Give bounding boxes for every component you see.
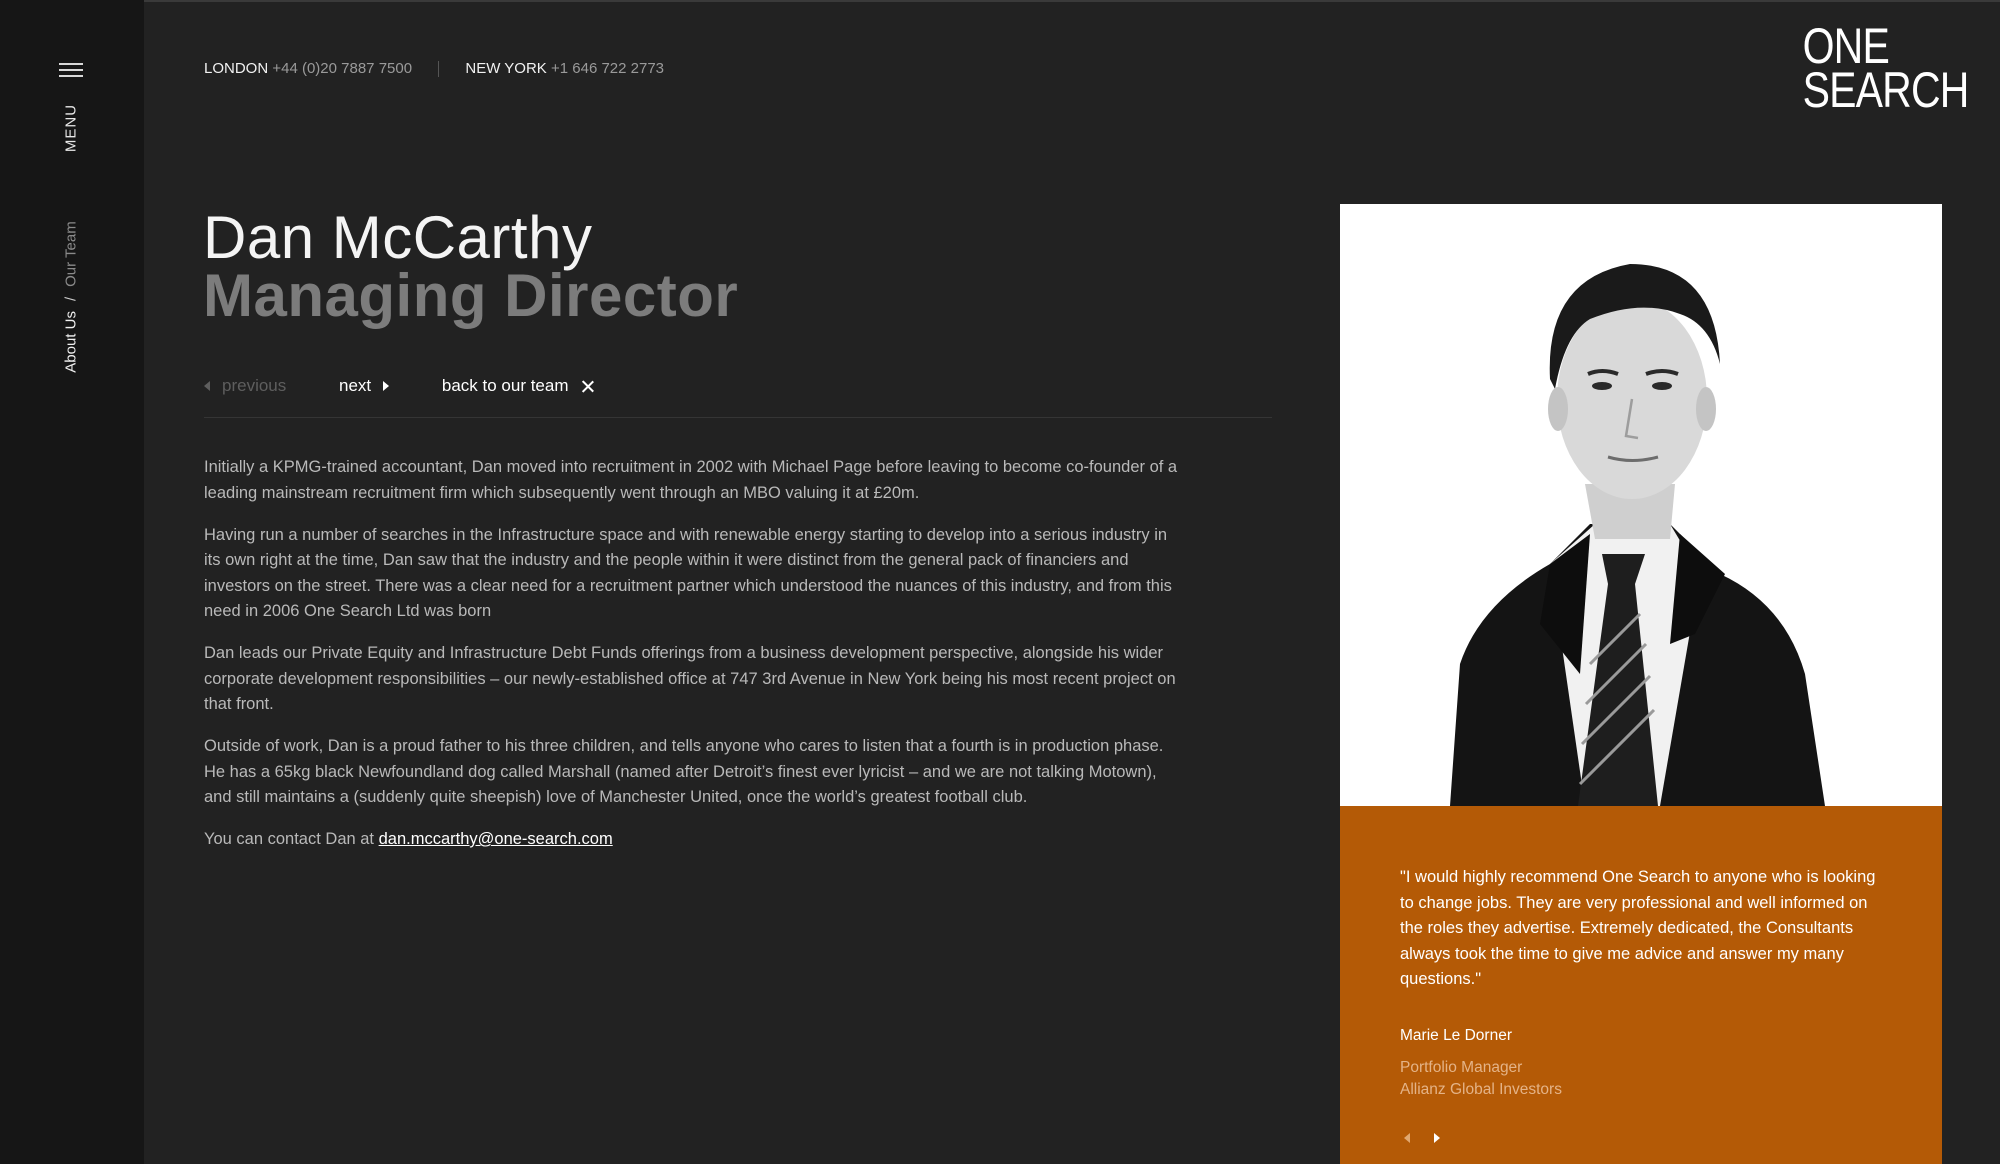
breadcrumb (63, 221, 80, 372)
testimonial-next-button[interactable] (1430, 1131, 1444, 1145)
hamburger-icon[interactable] (59, 63, 83, 77)
testimonial-quote: "I would highly recommend One Search to anyone who is looking to change jobs. They are very professional and well informed on the roles they advertise. Extremely dedicated, the Consultants always took the time to give me advice and answer my many questions." (1400, 868, 1876, 988)
logo-line-one: ONE (1802, 18, 1889, 74)
new-york-phone[interactable]: +1 646 722 2773 (550, 60, 665, 77)
profile-title: Managing Director (203, 262, 739, 329)
close-icon (581, 380, 594, 393)
chevron-left-icon (204, 381, 210, 391)
menu-label[interactable]: MENU (62, 103, 80, 153)
header-contacts (204, 60, 664, 77)
top-border (0, 0, 2000, 2)
testimonial-author-role: Portfolio Manager (1400, 1058, 1523, 1076)
bio-paragraph: Outside of work, Dan is a proud father to his three children, and tells anyone who cares to listen that a fourth is in production phase. He has a 65kg black Newfoundland dog called Marshall (named after Detroit’s finest ever lyricist – and we are not talking Motown), and still maintains a (suddenly quite sheepish) love of Manchester United, once the world’s greatest football club. (204, 737, 1164, 806)
profile-photo (1340, 204, 1942, 806)
back-to-team-label: back to our team (441, 376, 569, 395)
contact-email-link[interactable]: dan.mccarthy@one-search.com (378, 830, 613, 848)
previous-label: previous (222, 376, 287, 395)
logo-line-search: SEARCH (1802, 62, 1969, 118)
contact-line (204, 827, 1179, 853)
testimonial-author-details (1400, 1057, 1882, 1101)
testimonial-panel (1340, 806, 1942, 1164)
chevron-right-icon (1434, 1133, 1440, 1143)
next-button[interactable] (339, 376, 389, 396)
testimonial-controls (1400, 1131, 1444, 1145)
testimonial-prev-button[interactable] (1400, 1131, 1414, 1145)
previous-button[interactable] (204, 376, 286, 396)
testimonial-author: Marie Le Dorner (1400, 1026, 1512, 1044)
divider (204, 417, 1272, 418)
profile-pager (204, 376, 642, 396)
chevron-left-icon (1404, 1133, 1410, 1143)
portrait-image (1340, 204, 1942, 806)
one-search-logo[interactable] (1802, 18, 1969, 118)
next-label: next (339, 376, 372, 395)
sidebar (0, 0, 144, 1164)
profile-bio (204, 455, 1179, 869)
london-label: LONDON (204, 60, 269, 77)
testimonial-author-company: Allianz Global Investors (1400, 1080, 1562, 1098)
bio-paragraph: Initially a KPMG-trained accountant, Dan moved into recruitment in 2002 with Michael Page before leaving to become co-founder of a leading mainstream recruitment firm which subsequently went through an MBO valuing it at £20m. (204, 458, 1178, 502)
bio-paragraph: Dan leads our Private Equity and Infrastructure Debt Funds offerings from a business development perspective, alongside his wider corporate development responsibilities – our newly-established office at 747 3rd Avenue in New York being his most recent project on that front. (204, 644, 1176, 713)
london-phone[interactable]: +44 (0)20 7887 7500 (272, 60, 413, 77)
chevron-right-icon (383, 381, 389, 391)
new-york-label: NEW YORK (465, 60, 547, 77)
breadcrumb-about-us[interactable]: About Us (62, 311, 80, 373)
back-to-team-button[interactable] (442, 376, 594, 396)
breadcrumb-separator: / (62, 296, 80, 302)
breadcrumb-our-team: Our Team (62, 221, 80, 287)
contacts-divider (438, 61, 439, 77)
profile-name: Dan McCarthy (203, 204, 593, 271)
contact-prefix: You can contact Dan at (204, 830, 379, 848)
bio-paragraph: Having run a number of searches in the Infrastructure space and with renewable energy starting to develop into a serious industry in its own right at the time, Dan saw that the industry and the people within it were distinct from the general pack of financiers and investors on the street. There was a clear need for a recruitment partner which understood the nuances of this industry, and from this need in 2006 One Search Ltd was born (204, 525, 1172, 620)
